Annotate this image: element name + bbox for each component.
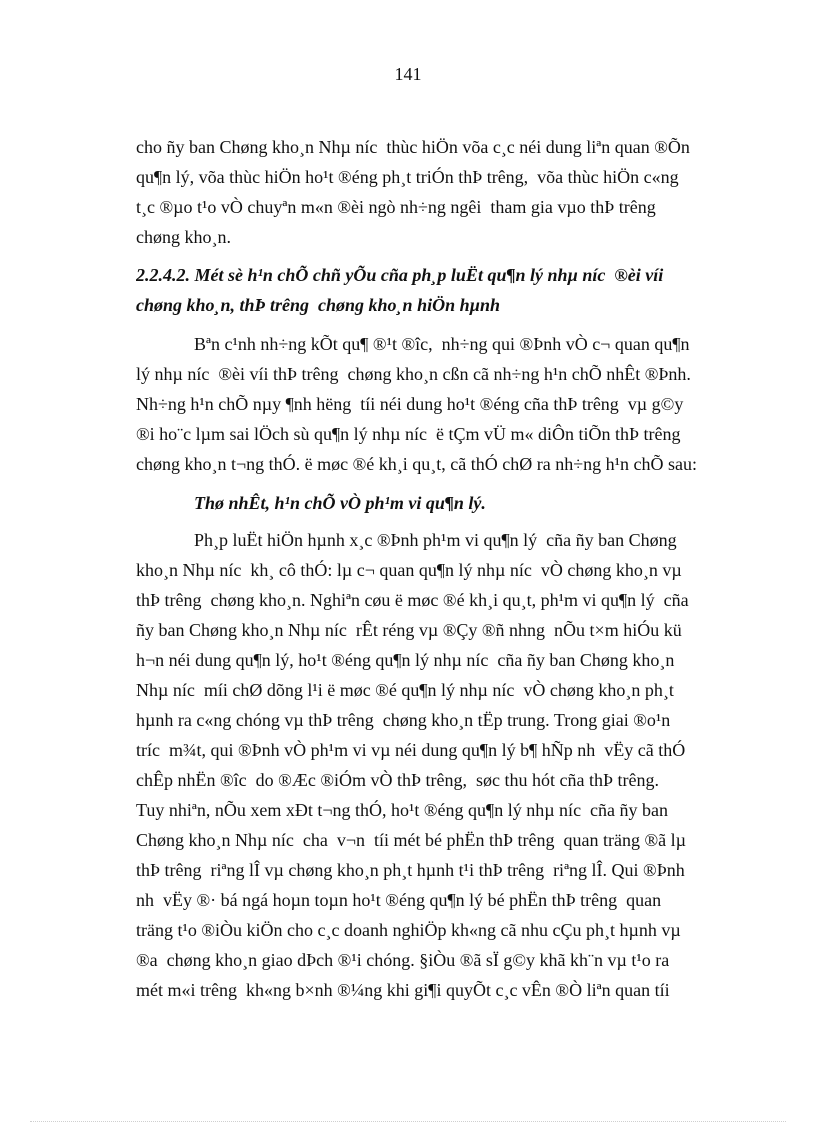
subheading-line: Thø nhÊt, h¹n chÕ vÒ ph¹m vi qu¶n lý. (194, 493, 486, 513)
text-line: thÞ trêng chøng kho¸n. Nghiªn cøu ë møc ®é kh¸i qu¸t, ph¹m vi qu¶n lý cña (136, 590, 689, 610)
text-line: Ph¸p luËt hiÖn hµnh x¸c ®Þnh ph¹m vi qu¶n lý cña ñy ban Chøng (194, 530, 677, 550)
text-line: Nhµ níc míi chØ dõng l¹i ë møc ®é qu¶n lý nhµ níc vÒ chøng kho¸n ph¸t (136, 680, 674, 700)
text-line: hµnh ra c«ng chóng vµ thÞ trêng chøng kho¸n tËp trung. Trong giai ®o¹n (136, 710, 671, 730)
text-line: t¸c ®µo t¹o vÒ chuyªn m«n ®èi ngò nh÷ng ngêi tham gia vµo thÞ trêng (136, 197, 656, 217)
text-line: Nh÷ng h¹n chÕ nµy ¶nh hëng tíi néi dung ho¹t ®éng cña thÞ trêng vµ g©y (136, 394, 684, 414)
text-line: chÊp nhËn ®îc do ®Æc ®iÓm vÒ thÞ trêng, søc thu hót cña thÞ trêng. (136, 770, 659, 790)
text-line: chøng kho¸n t¬ng thÓ. ë møc ®é kh¸i qu¸t, cã thÓ chØ ra nh÷ng h¹n chÕ sau: (136, 454, 697, 474)
page-bottom-divider (30, 1121, 786, 1122)
text-line: mét m«i trêng kh«ng b×nh ®¼ng khi gi¶i quyÕt c¸c vÊn ®Ò liªn quan tíi (136, 980, 670, 1000)
text-line: lý nhµ níc ®èi víi thÞ trêng chøng kho¸n cßn cã nh÷ng h¹n chÕ nhÊt ®Þnh. (136, 364, 691, 384)
text-line: ñy ban Chøng kho¸n Nhµ níc rÊt réng vµ ®Çy ®ñ nhng nÕu t×m hiÓu kü (136, 620, 682, 640)
heading-line: 2.2.4.2. Mét sè h¹n chÕ chñ yÕu cña ph¸p luËt qu¶n lý nhµ níc ®èi víi (136, 265, 664, 285)
text-line: cho ñy ban Chøng kho¸n Nhµ níc thùc hiÖn võa c¸c néi dung liªn quan ®Õn (136, 137, 690, 157)
paragraph-limitations-intro (136, 329, 768, 479)
heading-line: chøng kho¸n, thÞ trêng chøng kho¸n hiÖn hµnh (136, 295, 500, 315)
text-line: Chøng kho¸n Nhµ níc cha v¬n tíi mét bé phËn thÞ trêng quan träng ®ã lµ (136, 830, 686, 850)
text-line: thÞ trêng riªng lÎ vµ chøng kho¸n ph¸t hµnh t¹i thÞ trêng riªng lÎ. Qui ®Þnh (136, 860, 685, 880)
text-line: chøng kho¸n. (136, 227, 231, 247)
text-line: ®i ho¨c lµm sai lÖch sù qu¶n lý nhµ níc ë tÇm vÜ m« diÔn tiÕn thÞ trêng (136, 424, 681, 444)
text-line: tríc m¾t, qui ®Þnh vÒ ph¹m vi vµ néi dung qu¶n lý b¶ hÑp nh vËy cã thÓ (136, 740, 686, 760)
section-heading (136, 260, 768, 320)
text-line: qu¶n lý, võa thùc hiÖn ho¹t ®éng ph¸t triÓn thÞ trêng, võa thùc hiÖn c«ng (136, 167, 679, 187)
page-number: 141 (394, 64, 422, 84)
text-line: kho¸n Nhµ níc kh¸ cô thÓ: lµ c¬ quan qu¶n lý nhµ níc vÒ chøng kho¸n vµ (136, 560, 682, 580)
text-line: h¬n néi dung qu¶n lý, ho¹t ®éng qu¶n lý nhµ níc cña ñy ban Chøng kho¸n (136, 650, 675, 670)
text-line: nh vËy ®· bá ngá hoµn toµn ho¹t ®éng qu¶n lý bé phËn thÞ trêng quan (136, 890, 662, 910)
text-line: Tuy nhiªn, nÕu xem xÐt t¬ng thÓ, ho¹t ®éng qu¶n lý nhµ níc cña ñy ban (136, 800, 669, 820)
text-line: ®a chøng kho¸n giao dÞch ®¹i chóng. §iÒu ®ã sÏ g©y khã kh¨n vµ t¹o ra (136, 950, 670, 970)
text-line: träng t¹o ®iÒu kiÖn cho c¸c doanh nghiÖp kh«ng cã nhu cÇu ph¸t hµnh vµ (136, 920, 681, 940)
text-line: Bªn c¹nh nh÷ng kÕt qu¶ ®¹t ®îc, nh÷ng qui ®Þnh vÒ c¬ quan qu¶n (194, 334, 690, 354)
paragraph-intro (136, 132, 768, 252)
subheading-first-limitation (136, 488, 768, 518)
paragraph-scope (136, 525, 768, 1005)
